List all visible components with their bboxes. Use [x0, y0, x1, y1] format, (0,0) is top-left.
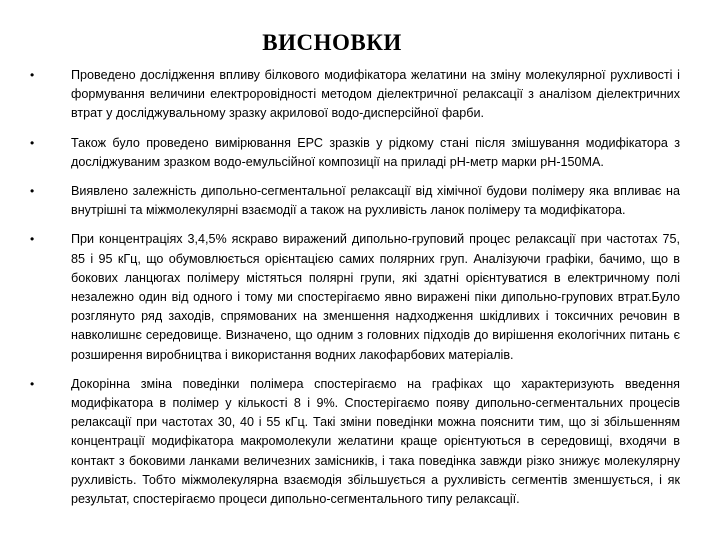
bullet-text: Також було проведено вимірювання ЕРС зразків у рідкому стані після змішування модифікатора з досліджуваним зразком водо-емульсійної композиції на приладі рН-метр марки рН-150МА.	[71, 135, 680, 169]
bullet-text: Докорінна зміна поведінки полімера спостерігаємо на графіках що характеризують введення модифікатора в полімер у кількості 8 і 9%. Спостерігаємо появу дипольно-сегментальних процесів релаксації при частотах 30, 40 і 55 кГц. Такі зміни поведінки можна пояснити тим, що зі збільшенням концентрації модифікатора макромолекули желатини краще орієнтуються в середовищі, входячи в контакт з боковими ланками величезних замісників, і така поведінка завжди різко знижує молекулярну рухливість. Тобто міжмолекулярна взаємодія збільшується а рухливість сегментів зменшується, і як результат, спостерігаємо процеси дипольно-сегментального типу релаксації.	[71, 376, 680, 507]
bullet-text: При концентраціях 3,4,5% яскраво виражений дипольно-груповий процес релаксації при частотах 75, 85 і 95 кГц, що обумовлюється орієнтацією самих полярних груп. Аналізуючи графіки, бачимо, що в бокових ланцюгах полімеру містяться полярні групи, які здатні орієнтуватися в електричному полі незалежно один від одного і тому ми спостерігаємо явно виражені піки дипольно-групових втрат.Було розглянуто ряд заходів, спрямованих на зменшення надходження шкідливих і токсичних речовин в навколишнє середовище. Визначено, що одним з головних підходів до вирішення екологічних питань є розширення виробництва і використання водних лакофарбових матеріалів.	[71, 232, 680, 362]
bullet-item	[30, 134, 680, 172]
bullet-text: Проведено дослідження впливу білкового модифікатора желатини на зміну молекулярної рухливості і формування величини електроровідності методом діелектричної релаксації з аналізом діелектричних втрат у досліджувальному зразку акрилової водо-дисперсійної фарби.	[71, 68, 680, 121]
bullet-marker: •	[30, 135, 35, 150]
bullet-list	[30, 66, 680, 519]
bullet-marker: •	[30, 232, 35, 247]
slide-title: ВИСНОВКИ	[262, 30, 402, 55]
bullet-marker: •	[30, 376, 35, 391]
bullet-item	[30, 375, 680, 509]
bullet-item	[30, 66, 680, 124]
bullet-item	[30, 182, 680, 220]
bullet-marker: •	[30, 68, 35, 82]
bullet-text: Виявлено залежність дипольно-сегментальної релаксації від хімічної будови полімеру яка впливає на внутрішні та міжмолекулярні взаємодії а також на рухливість ланок полімеру та модифікатора.	[71, 184, 680, 218]
bullet-item	[30, 230, 680, 364]
bullet-marker: •	[30, 184, 35, 199]
